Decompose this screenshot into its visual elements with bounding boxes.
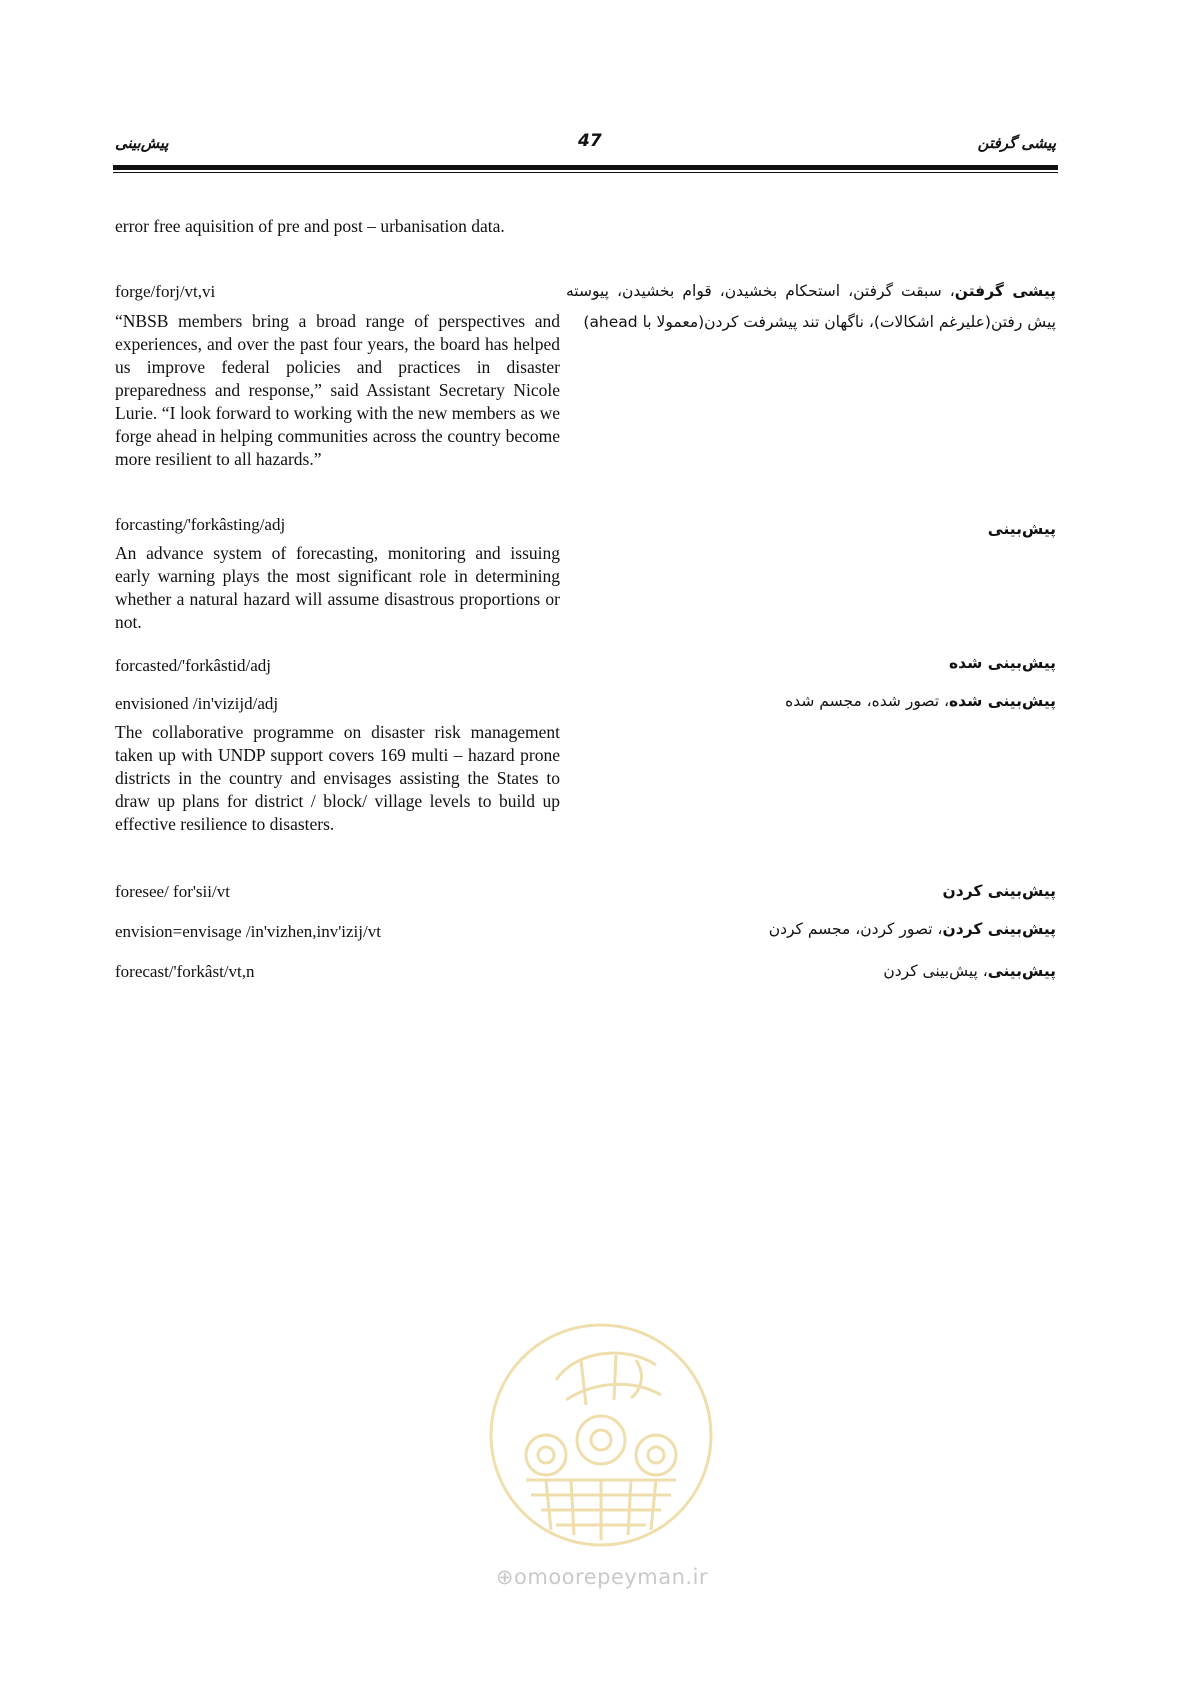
entry-headword-envision: envision=envisage /in'vizhen,inv'izij/vt — [115, 922, 381, 941]
running-header-right: پیشی گرفتن — [977, 134, 1056, 152]
entry-headword-forcasting: forcasting/'forkâsting/adj — [115, 515, 286, 534]
persian-term: پیش‌بینی کردن — [942, 882, 1056, 900]
entry-example-forge: “NBSB members bring a broad range of perspectives and experiences, and over the past four years, the board has helped us improve federal policies and practices in disaster preparedness and response,” said Assistant Secretary Nicole Lurie. “I look forward to working with the new members as we forge ahead in helping communities across the country become more resilient to all hazards.” — [115, 311, 560, 469]
header-rule-thin — [113, 172, 1058, 173]
persian-term: پیش‌بینی — [987, 962, 1056, 980]
persian-term: پیش‌بینی شده — [949, 654, 1056, 672]
persian-entry-pishbini-kardan — [566, 876, 1056, 907]
entry-headword-envisioned: envisioned /in'vizijd/adj — [115, 694, 279, 713]
persian-term: پیشی گرفتن — [954, 282, 1056, 300]
persian-entry-pishbini-kardan-def — [566, 914, 1056, 945]
persian-definition: ، سبقت گرفتن، استحکام بخشیدن، قوام بخشیدن، پیوسته پیش رفتن(علیرغم اشکالات)، ناگهان تند پیشرفت کردن(معمولا با ahead) — [566, 282, 1056, 331]
persian-entry-pishbini-shode-def — [566, 686, 1056, 717]
header-rule — [113, 165, 1058, 170]
entry-headword-foresee: foresee/ for'sii/vt — [115, 882, 230, 901]
entry-example-envisioned: The collaborative programme on disaster risk management taken up with UNDP support covers 169 multi – hazard prone districts in the country and envisages assisting the States to draw up plans for district / block/ village levels to build up effective resilience to disasters. — [115, 722, 560, 834]
entry-example-forcasting: An advance system of forecasting, monitoring and issuing early warning plays the most significant role in determining whether a natural hazard will assume disastrous proportions or not. — [115, 543, 560, 632]
globe-icon: ⊕ — [495, 1565, 515, 1589]
running-header-left: پیش‌بینی — [115, 134, 169, 152]
entry-headword-forcasted: forcasted/'forkâstid/adj — [115, 656, 272, 675]
persian-definition: ، پیش‌بینی کردن — [883, 962, 988, 980]
persian-term: پیش‌بینی کردن — [942, 920, 1056, 938]
entry-headword-forecast: forecast/'forkâst/vt,n — [115, 962, 255, 981]
entry-headword-forge: forge/forj/vt,vi — [115, 282, 216, 301]
page-number: 47 — [578, 131, 602, 151]
persian-entry-pishbini — [566, 514, 1056, 545]
persian-entry-pishbini-shode — [566, 648, 1056, 679]
continuation-text: error free aquisition of pre and post – urbanisation data. — [115, 216, 505, 236]
persian-definition: ، تصور کردن، مجسم کردن — [768, 920, 943, 938]
persian-term: پیش‌بینی شده — [949, 692, 1056, 710]
persian-definition: ، تصور شده، مجسم شده — [785, 692, 950, 710]
persian-term: پیش‌بینی — [987, 520, 1056, 538]
watermark-url: ⊕omoorepeyman.ir — [495, 1565, 709, 1589]
watermark-logo-icon — [486, 1320, 716, 1550]
persian-entry-pishi-gereftan — [566, 276, 1056, 338]
persian-entry-pishbini-noun — [566, 956, 1056, 987]
